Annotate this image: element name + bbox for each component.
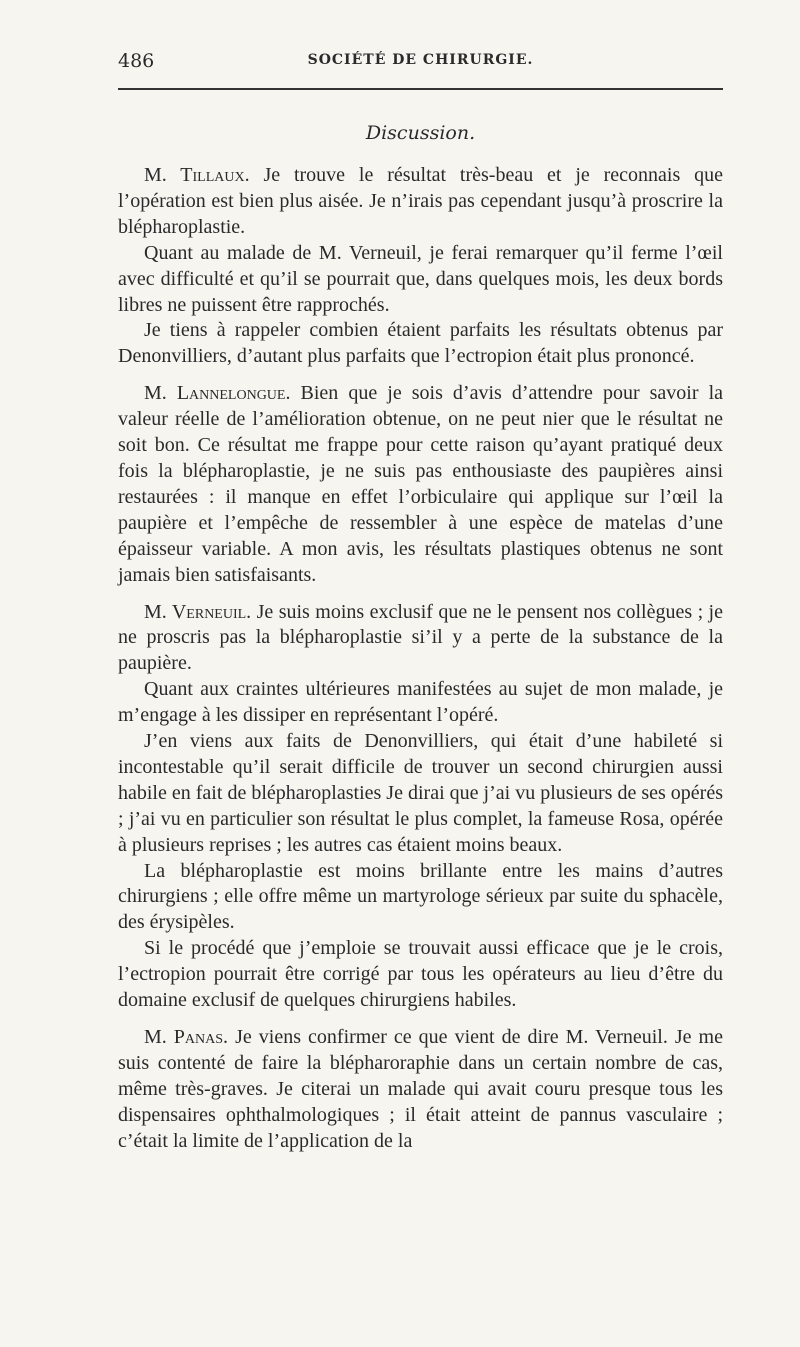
body-text xyxy=(118,163,723,1155)
running-head: SOCIÉTÉ DE CHIRURGIE. xyxy=(307,52,534,68)
page-number: 486 xyxy=(118,50,155,72)
paragraph-text: J’en viens aux faits de Denonvilliers, qui était d’une habileté si incontestable qu’il serait difficile de trouver un second chirurgien aussi habile en fait de blépharoplasties Je dirai que j’ai vu plusieurs de ses opérés ; j’ai vu en particulier son résultat le plus complet, la fameuse Rosa, opérée à plusieurs reprises ; les autres cas étaient moins beaux. xyxy=(118,730,723,856)
paragraph-text: Je tiens à rappeler combien étaient parfaits les résultats obtenus par Denonvilliers, d’autant plus parfaits que l’ectropion était plus prononcé. xyxy=(118,319,723,368)
page-header xyxy=(118,50,723,80)
speaker-name: M. Lannelongue. xyxy=(144,382,291,405)
paragraph xyxy=(118,859,723,937)
paragraph-text: Je trouve le résultat très-beau et je reconnais que l’opération est bien plus aisée. Je n’irais pas cependant jusqu’à proscrire la blépharoplastie. xyxy=(118,164,723,238)
paragraph xyxy=(118,241,723,319)
paragraph xyxy=(118,677,723,729)
paragraph-text: Bien que je sois d’avis d’attendre pour savoir la valeur réelle de l’amélioration obtenue, on ne peut nier que le résultat ne soit bon. Ce résultat me frappe pour cette raison qu’ayant pratiqué deux fois la blépharoplastie, je ne suis pas enthousiaste des paupières ainsi restaurées : il manque en effet l’orbiculaire qui applique sur l’œil la paupière et l’empêche de ressembler à une espèce de matelas d’une épaisseur variable. A mon avis, les résultats plastiques obtenus ne sont jamais bien satisfaisants. xyxy=(118,382,723,586)
paragraph xyxy=(118,936,723,1014)
paragraph xyxy=(118,600,723,678)
paragraph xyxy=(118,729,723,859)
speaker-name: M. Verneuil. xyxy=(144,600,252,623)
paragraph-text: La blépharoplastie est moins brillante entre les mains d’autres chirurgiens ; elle offre même un martyrologe sérieux par suite du sphacèle, des érysipèles. xyxy=(118,859,723,934)
paragraph-text: Je viens confirmer ce que vient de dire M. Verneuil. Je me suis contenté de faire la blépharoraphie dans un certain nombre de cas, même très-graves. Je citerai un malade qui avait couru presque tous les dispensaires ophthalmologiques ; il était atteint de pannus vasculaire ; c’était la limite de l’application de la xyxy=(118,1026,723,1152)
paragraph-text: Quant aux craintes ultérieures manifestées au sujet de mon malade, je m’engage à les dissiper en représentant l’opéré. xyxy=(118,678,723,727)
paragraph xyxy=(118,163,723,241)
paragraph-text: Si le procédé que j’emploie se trouvait aussi efficace que je le crois, l’ectropion pourrait être corrigé par tous les opérateurs au lieu d’être du domaine exclusif de quelques chirurgiens habiles. xyxy=(118,937,723,1012)
section-title: Discussion. xyxy=(365,122,476,144)
paragraph xyxy=(118,318,723,370)
paragraph xyxy=(118,381,723,588)
paragraph-text: Je suis moins exclusif que ne le pensent nos collègues ; je ne proscris pas la blépharoplastie si’il y a perte de la substance de la paupière. xyxy=(118,600,723,675)
paragraph xyxy=(118,1025,723,1155)
header-rule xyxy=(118,88,723,90)
paragraph-text: Quant au malade de M. Verneuil, je ferai remarquer qu’il ferme l’œil avec difficulté et qu’il se pourrait que, dans quelques mois, les deux bords libres ne puissent être rapprochés. xyxy=(118,241,723,316)
speaker-name: M. Panas. xyxy=(144,1026,229,1048)
speaker-name: M. Tillaux. xyxy=(144,164,250,186)
